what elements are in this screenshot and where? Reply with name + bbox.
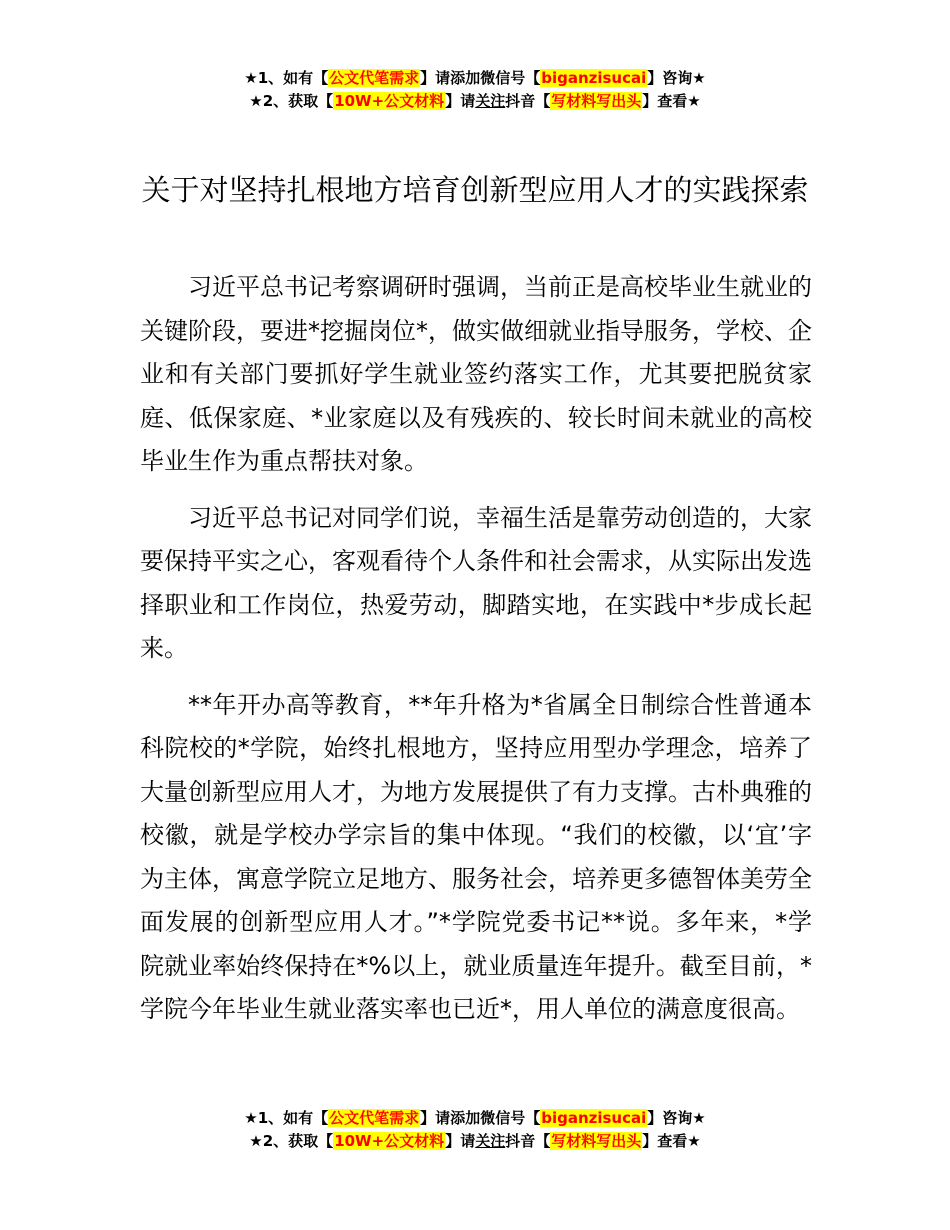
banner-line-1 bbox=[0, 1107, 950, 1130]
banner-text: 微信号【 bbox=[480, 1109, 541, 1127]
banner-text: ★1、如有【 bbox=[244, 69, 329, 87]
banner-text: 】请 bbox=[445, 92, 476, 110]
banner-highlight: biganzisucai bbox=[541, 1109, 647, 1127]
banner-text: 微信号【 bbox=[480, 69, 541, 87]
banner-highlight: 公文代笔需求 bbox=[329, 69, 420, 87]
banner-text: 】咨询★ bbox=[647, 69, 706, 87]
banner-highlight: 写材料写出头 bbox=[551, 92, 642, 110]
banner-text: 抖音【 bbox=[505, 1132, 551, 1150]
banner-text: 】请 bbox=[445, 1132, 476, 1150]
document-title: 关于对坚持扎根地方培育创新型应用人才的实践探索 bbox=[141, 173, 809, 207]
body-paragraph: 习近平总书记考察调研时强调，当前正是高校毕业生就业的关键阶段，要进*挖掘岗位*，做实做细就业指导服务，学校、企业和有关部门要抓好学生就业签约落实工作，尤其要把脱贫家庭、低保家庭、*业家庭以及有残疾的、较长时间未就业的高校毕业生作为重点帮扶对象。 bbox=[140, 273, 812, 475]
banner-text: 】查看★ bbox=[642, 1132, 701, 1150]
banner-text: 】咨询★ bbox=[647, 1109, 706, 1127]
banner-text: 】查看★ bbox=[642, 92, 701, 110]
banner-line-1 bbox=[0, 67, 950, 90]
banner-text: ★2、获取【 bbox=[249, 1132, 334, 1150]
banner-text: 加 bbox=[465, 1109, 481, 1127]
banner-highlight: 10W+公文材料 bbox=[334, 92, 445, 110]
banner-text: 】请添 bbox=[420, 69, 466, 87]
banner-text-underlined: 关注 bbox=[475, 92, 506, 110]
document-body bbox=[140, 266, 812, 1045]
banner-highlight: 公文代笔需求 bbox=[329, 1109, 420, 1127]
banner-text: 抖音【 bbox=[505, 92, 551, 110]
banner-highlight: 10W+公文材料 bbox=[334, 1132, 445, 1150]
banner-text: 加 bbox=[465, 69, 481, 87]
banner-text: ★2、获取【 bbox=[249, 92, 334, 110]
banner-highlight: biganzisucai bbox=[541, 69, 647, 87]
body-paragraph: 习近平总书记对同学们说，幸福生活是靠劳动创造的，大家要保持平实之心，客观看待个人条件和社会需求，从实际出发选择职业和工作岗位，热爱劳动，脚踏实地，在实践中*步成长起来。 bbox=[140, 503, 812, 662]
header-banner bbox=[0, 67, 950, 113]
footer-banner bbox=[0, 1107, 950, 1153]
banner-text-underlined: 关注 bbox=[475, 1132, 506, 1150]
body-paragraph: **年开办高等教育，**年升格为*省属全日制综合性普通本科院校的*学院，始终扎根地方，坚持应用型办学理念，培养了大量创新型应用人才，为地方发展提供了有力支撑。古朴典雅的校徽，就是学校办学宗旨的集中体现。“我们的校徽，以‘宜’字为主体，寓意学院立足地方、服务社会，培养更多德智体美劳全面发展的创新型应用人才。”*学院党委书记**说。多年来，*学院就业率始终保持在*%以上，就业质量连年提升。截至目前，*学院今年毕业生就业落实率也已近*，用人单位的满意度很高。 bbox=[140, 690, 812, 1023]
banner-text: 】请添 bbox=[420, 1109, 466, 1127]
banner-highlight: 写材料写出头 bbox=[551, 1132, 642, 1150]
banner-line-2 bbox=[0, 1130, 950, 1153]
banner-line-2 bbox=[0, 90, 950, 113]
banner-text: ★1、如有【 bbox=[244, 1109, 329, 1127]
